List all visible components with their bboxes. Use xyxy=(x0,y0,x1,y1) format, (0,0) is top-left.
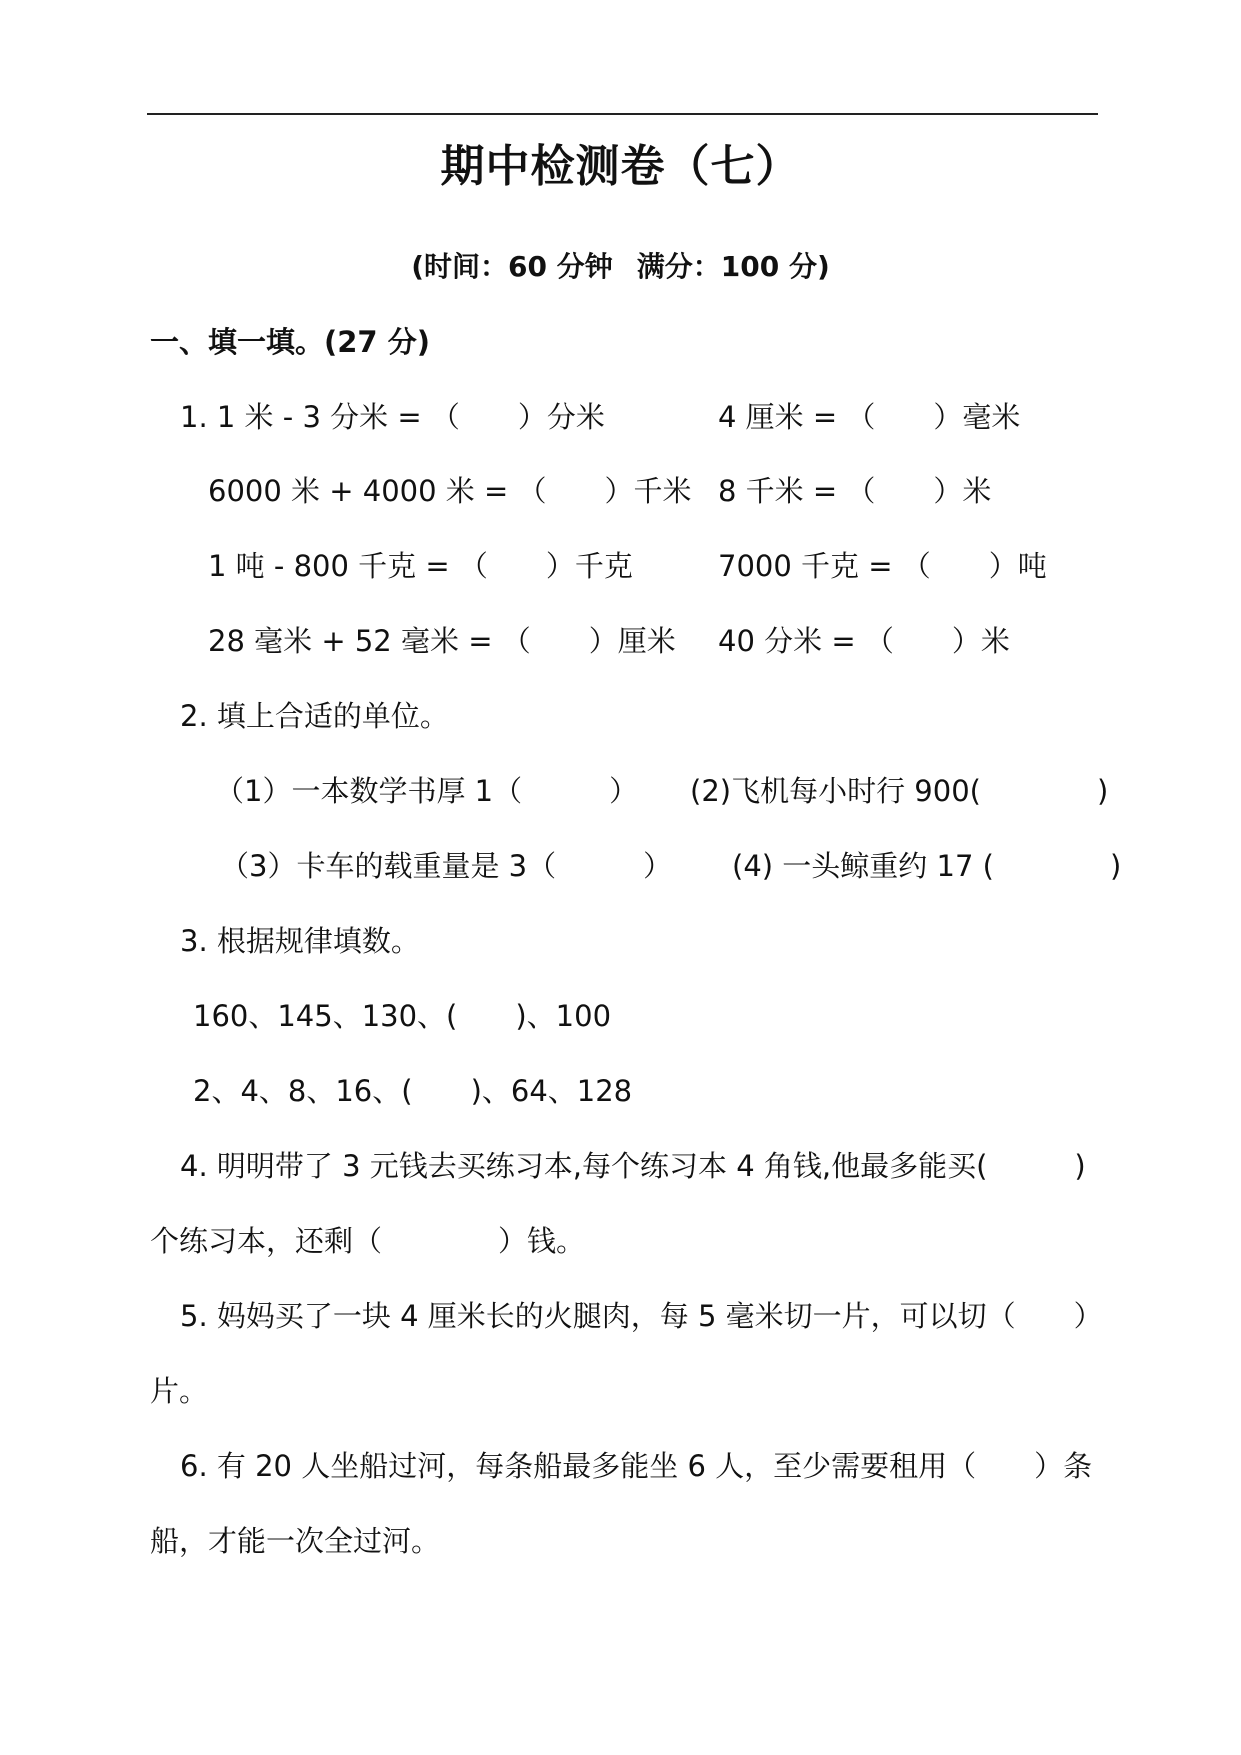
q2-item-3: （3）卡车的载重量是 3（ ） xyxy=(220,849,673,883)
q1-row2-left: 6000 米 + 4000 米 = （ ）千米 xyxy=(208,474,692,508)
q1-row3-right: 7000 千克 = （ ）吨 xyxy=(718,549,1047,583)
q1-row3-left: 1 吨 - 800 千克 = （ ）千克 xyxy=(208,549,633,583)
q6-line-1: 6. 有 20 人坐船过河，每条船最多能坐 6 人，至少需要租用（ ）条 xyxy=(180,1449,1093,1483)
header-rule xyxy=(147,113,1098,115)
score-info: 满分：100 分) xyxy=(636,250,830,283)
q3-sequence-2: 2、4、8、16、( )、64、128 xyxy=(193,1074,633,1108)
q3-stem: 3. 根据规律填数。 xyxy=(180,924,420,958)
q1-row2-right: 8 千米 = （ ）米 xyxy=(718,474,992,508)
q5-line-2: 片。 xyxy=(150,1374,209,1408)
exam-info xyxy=(0,245,1241,285)
q4-line-2: 个练习本，还剩（ ）钱。 xyxy=(150,1224,586,1258)
section-heading: 一、填一填。(27 分) xyxy=(150,325,430,359)
q2-item-4: (4) 一头鲸重约 17 ( ) xyxy=(732,849,1122,883)
q4-line-1: 4. 明明带了 3 元钱去买练习本,每个练习本 4 角钱,他最多能买( ) xyxy=(180,1149,1086,1183)
q5-line-1: 5. 妈妈买了一块 4 厘米长的火腿肉，每 5 毫米切一片，可以切（ ） xyxy=(180,1299,1103,1333)
q2-item-2: (2)飞机每小时行 900( ) xyxy=(690,774,1109,808)
q1-row4-left: 28 毫米 + 52 毫米 = （ ）厘米 xyxy=(208,624,676,658)
page-title: 期中检测卷（七） xyxy=(440,141,801,192)
q1-row1-right: 4 厘米 = （ ）毫米 xyxy=(718,400,1021,434)
q3-sequence-1: 160、145、130、( )、100 xyxy=(193,999,612,1033)
time-info: (时间：60 分钟 xyxy=(411,250,613,283)
q1-row1-left: 1. 1 米 - 3 分米 = （ ）分米 xyxy=(180,400,605,434)
q2-item-1: （1）一本数学书厚 1（ ） xyxy=(215,774,639,808)
q1-row4-right: 40 分米 = （ ）米 xyxy=(718,624,1010,658)
q6-line-2: 船，才能一次全过河。 xyxy=(150,1524,441,1558)
q2-stem: 2. 填上合适的单位。 xyxy=(180,699,449,733)
